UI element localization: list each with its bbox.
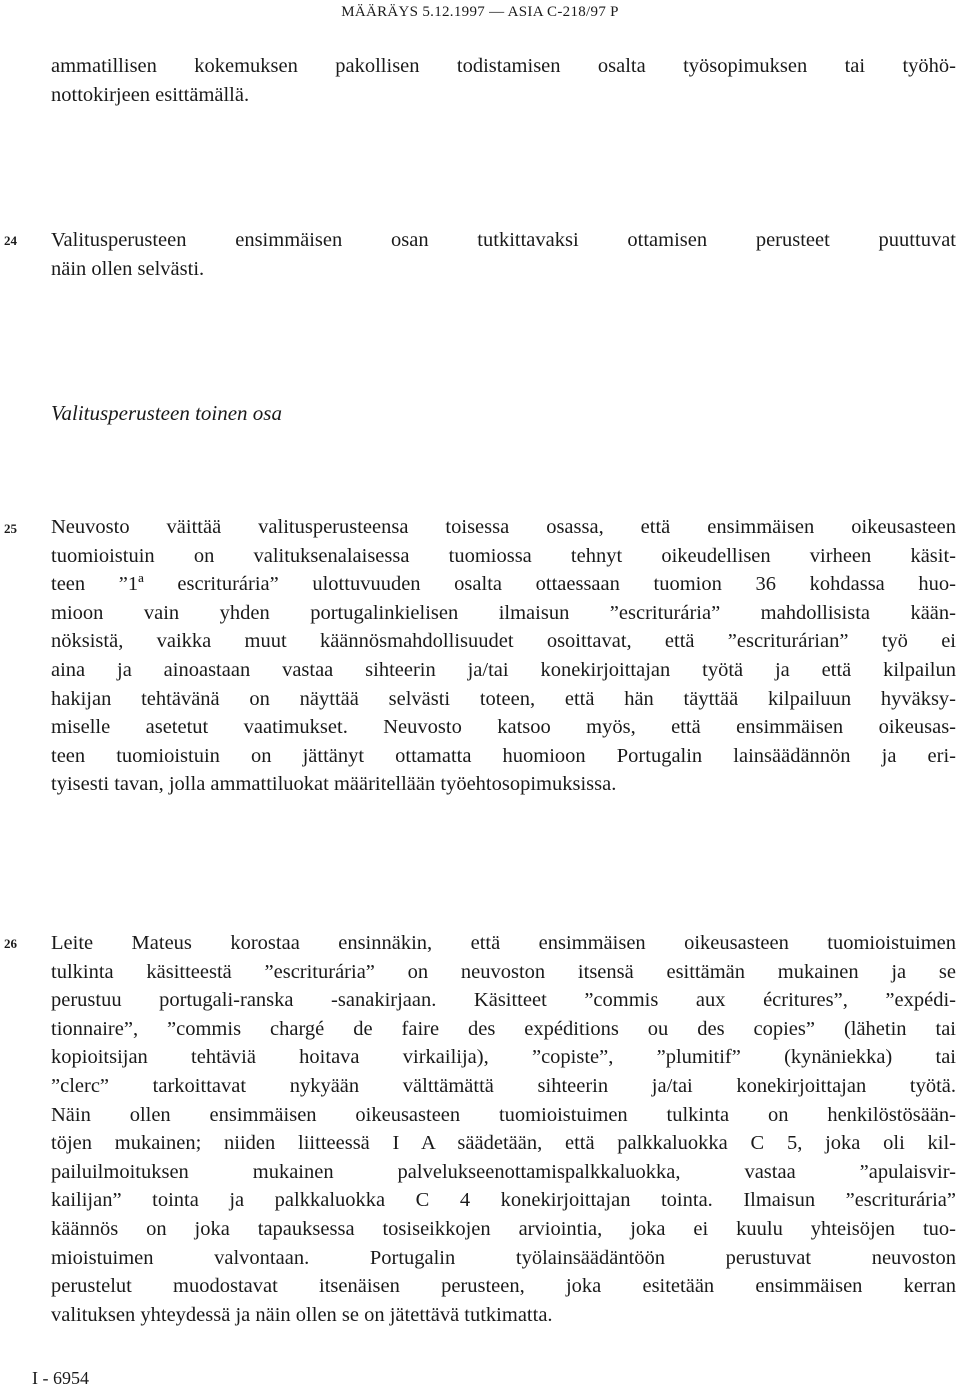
paragraph-line: ammatillisen kokemuksen pakollisen todistamisen osalta työsopimuksen tai työhö- xyxy=(51,55,956,77)
paragraph-line: kopioitsijan tehtäviä hoitava virkailija), ”copiste”, ”plumitif” (kynäniekka) tai xyxy=(51,1046,956,1069)
paragraph-line: aina ja ainoastaan vastaa sihteerin ja/tai konekirjoittajan työtä ja että kilpailun xyxy=(51,658,956,681)
section-heading: Valitusperusteen toinen osa xyxy=(51,401,282,425)
paragraph-line: Näin ollen ensimmäisen oikeusasteen tuomioistuimen tulkinta on henkilöstösään- xyxy=(51,1103,956,1126)
paragraph-line: mioon vain yhden portugalinkielisen ilmaisun ”escriturária” mahdollisista kään- xyxy=(51,601,956,624)
paragraph-line: valituksen yhteydessä ja näin ollen se on jätettävä tutkimatta. xyxy=(51,1303,553,1326)
page-identifier: I - 6954 xyxy=(32,1368,89,1388)
paragraph-24 xyxy=(51,226,956,283)
paragraph-line: teen ”1ª escriturária” ulottuvuuden osalta ottaessaan tuomion 36 kohdassa huo- xyxy=(51,573,956,596)
paragraph-line: perustelut muodostavat itsenäisen perusteen, joka esitetään ensimmäisen kerran xyxy=(51,1275,956,1298)
paragraph-line: tuomioistuin on valituksenalaisessa tuomiossa tehnyt oikeudellisen virheen käsit- xyxy=(51,544,956,567)
paragraph-line: hakijan tehtävänä on näyttää selvästi toteen, että hän täyttää kilpailuun hyväksy- xyxy=(51,687,956,710)
running-header: MÄÄRÄYS 5.12.1997 — ASIA C-218/97 P xyxy=(341,4,619,20)
paragraph-line: miselle asetetut vaatimukset. Neuvosto katsoo myös, että ensimmäisen oikeusas- xyxy=(51,716,956,739)
paragraph-line: Neuvosto väittää valitusperusteensa toisessa osassa, että ensimmäisen oikeusasteen xyxy=(51,516,956,538)
paragraph-line: ”clerc” tarkoittavat nykyään välttämättä sihteerin ja/tai konekirjoittajan työtä. xyxy=(51,1074,956,1097)
intro-paragraph xyxy=(51,52,956,109)
paragraph-number-24: 24 xyxy=(4,233,17,248)
paragraph-26 xyxy=(51,929,956,1329)
paragraph-line: tyisesti tavan, jolla ammattiluokat määritellään työehtosopimuksissa. xyxy=(51,773,617,796)
paragraph-line: perustuu portugali-ranska -sanakirjaan. Käsitteet ”commis aux écritures”, ”expédi- xyxy=(51,989,956,1012)
paragraph-line: nöksistä, vaikka muut käännösmahdollisuudet osoittavat, että ”escriturárian” työ ei xyxy=(51,630,956,653)
paragraph-line: teen tuomioistuin on jättänyt ottamatta huomioon Portugalin lainsäädännön ja eri- xyxy=(51,744,956,767)
paragraph-number-26: 26 xyxy=(4,936,17,951)
paragraph-line: pailuilmoituksen mukainen palvelukseenottamispalkkaluokka, vastaa ”apulaisvir- xyxy=(51,1160,956,1183)
paragraph-line: mioistuimen valvontaan. Portugalin työlainsäädäntöön perustuvat neuvoston xyxy=(51,1246,956,1269)
paragraph-25 xyxy=(51,513,956,799)
paragraph-line: tulkinta käsitteestä ”escriturária” on neuvoston itsensä esittämän mukainen ja se xyxy=(51,960,956,983)
paragraph-line: käännös on joka tapauksessa tosiseikkojen arviointia, joka ei kuulu yhteisöjen tuo- xyxy=(51,1217,956,1240)
paragraph-line: Leite Mateus korostaa ensinnäkin, että ensimmäisen oikeusasteen tuomioistuimen xyxy=(51,932,956,954)
paragraph-line: nottokirjeen esittämällä. xyxy=(51,83,250,106)
paragraph-line: kailijan” tointa ja palkkaluokka C 4 konekirjoittajan tointa. Ilmaisun ”escriturária” xyxy=(51,1189,956,1212)
paragraph-line: tionnaire”, ”commis chargé de faire des expéditions ou des copies” (lähetin tai xyxy=(51,1017,956,1040)
paragraph-line: töjen mukainen; niiden liitteessä I A säädetään, että palkkaluokka C 5, joka oli kil- xyxy=(51,1132,956,1155)
paragraph-line: näin ollen selvästi. xyxy=(51,257,205,280)
paragraph-line: Valitusperusteen ensimmäisen osan tutkittavaksi ottamisen perusteet puuttuvat xyxy=(51,229,956,251)
paragraph-number-25: 25 xyxy=(4,521,17,536)
